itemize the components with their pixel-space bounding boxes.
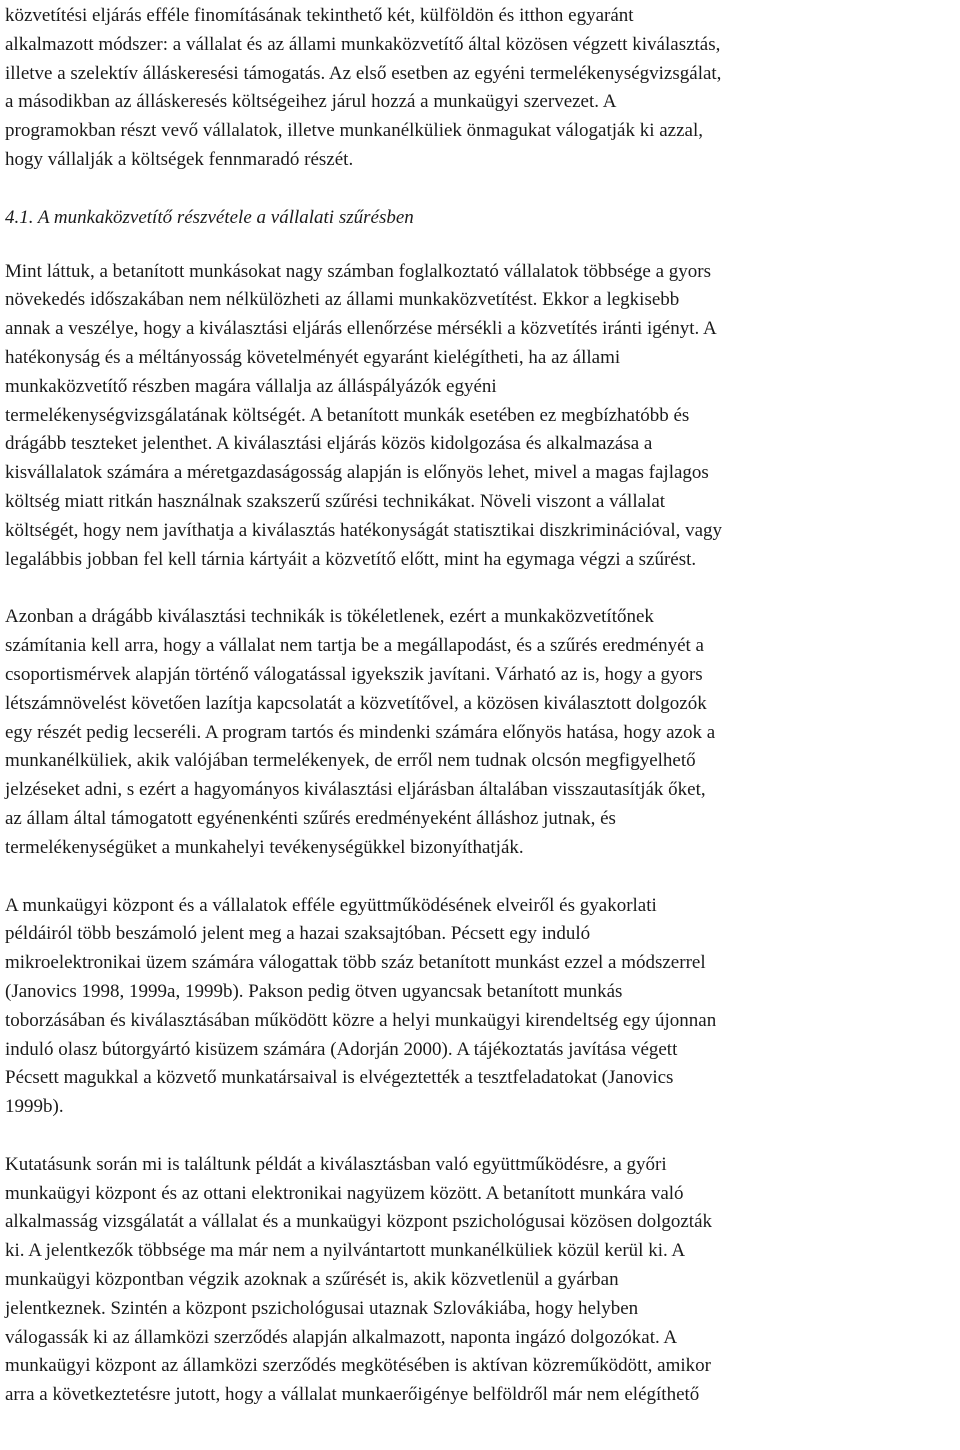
text-line: a másodikban az álláskeresés költségeihez járul hozzá a munkaügyi szervezet. A [5,91,617,113]
paragraph-4 [5,1151,956,1410]
text-line: számítania kell arra, hogy a vállalat nem tartja be a megállapodást, és a szűrés eredményét a [5,635,704,657]
paragraph-spacer [5,574,956,603]
text-line: A munkaügyi központ és a vállalatok efféle együttműködésének elveiről és gyakorlati [5,894,657,916]
text-line: termelékenységüket a munkahelyi tevékenységükkel bizonyíthatják. [5,836,524,858]
text-line: toborzásában és kiválasztásában működött közre a helyi munkaügyi kirendeltség egy újonnan [5,1009,717,1031]
text-line: munkaügyi központ és az ottani elektronikai nagyüzem között. A betanított munkára való [5,1182,684,1204]
text-line: hogy vállalják a költségek fennmaradó részét. [5,148,354,170]
text-line: csoportismérvek alapján történő válogatással igyekszik javítani. Várható az is, hogy a gyors [5,663,703,685]
text-line: drágább teszteket jelenthet. A kiválasztási eljárás közös kidolgozása és alkalmazása a [5,433,653,455]
text-line: egy részét pedig lecseréli. A program tartós és mindenki számára előnyös hatása, hogy azok a [5,721,716,743]
text-line: Kutatásunk során mi is találtunk példát a kiválasztásban való együttműködésre, a győri [5,1153,667,1175]
text-line: Mint láttuk, a betanított munkásokat nagy számban foglalkoztató vállalatok többsége a gyors [5,260,711,282]
section-heading: 4.1. A munkaközvetítő részvétele a vállalati szűrésben [5,206,414,228]
text-line: munkaügyi központ az államközi szerződés megkötésében is aktívan közreműködött, amikor [5,1355,711,1377]
text-line: alkalmasság vizsgálatát a vállalat és a munkaügyi központ pszichológusai közösen dolgozták [5,1211,713,1233]
text-line: programokban részt vevő vállalatok, illetve munkanélküliek önmagukat válogatják ki azzal, [5,120,704,142]
text-line: munkaközvetítő részben magára vállalja az álláspályázók egyéni [5,375,497,397]
paragraph-2 [5,603,956,862]
paragraph-spacer [5,863,956,892]
text-line: hatékonyság és a méltányosság követelményét egyaránt kielégítheti, ha az állami [5,346,621,368]
text-line: annak a veszélye, hogy a kiválasztási eljárás ellenőrzése mérsékli a közvetítés iránti igényt. A [5,318,717,340]
paragraph-1 [5,258,956,575]
text-line: növekedés időszakában nem nélkülözheti az állami munkaközvetítést. Ekkor a legkisebb [5,289,680,311]
paragraph-spacer [5,233,956,258]
text-line: Azonban a drágább kiválasztási technikák is tökéletlenek, ezért a munkaközvetítőnek [5,606,654,628]
text-line: jelentkeznek. Szintén a központ pszichológusai utaznak Szlovákiába, hogy helyben [5,1297,639,1319]
text-line: példáiról több beszámoló jelent meg a hazai szaksajtóban. Pécsett egy induló [5,923,591,945]
text-line: alkalmazott módszer: a vállalat és az állami munkaközvetítő által közösen végzett kiválasztás, [5,33,721,55]
text-line: Pécsett magukkal a közvető munkatársaival is elvégeztették a tesztfeladatokat (Janovics [5,1067,674,1089]
paragraph-3 [5,892,956,1122]
text-line: munkanélküliek, akik valójában termelékenyek, de erről nem tudnak olcsón megfigyelhető [5,750,696,772]
text-line: illetve a szelektív álláskeresési támogatás. Az első esetben az egyéni termelékenységvizsgálat, [5,62,722,84]
intro-paragraph [5,2,956,175]
text-line: létszámnövelést követően lazítja kapcsolatát a közvetítővel, a közösen kiválasztott dolgozók [5,692,707,714]
text-line: ki. A jelentkezők többsége ma már nem a nyilvántartott munkanélküliek közül kerül ki. A [5,1240,686,1262]
paragraph-spacer [5,175,956,204]
text-line: munkaügyi központban végzik azoknak a szűrését is, akik közvetlenül a gyárban [5,1269,619,1291]
text-line: válogassák ki az államközi szerződés alapján alkalmazott, naponta ingázó dolgozókat. A [5,1326,678,1348]
text-line: jelzéseket adni, s ezért a hagyományos kiválasztási eljárásban általában visszautasítják őket, [5,779,706,801]
text-line: mikroelektronikai üzem számára válogattak több száz betanított munkást ezzel a módszerrel [5,952,706,974]
text-line: közvetítési eljárás efféle finomításának tekinthető két, külföldön és itthon egyaránt [5,5,634,26]
text-line: költségét, hogy nem javíthatja a kiválasztás hatékonyságát statisztikai diszkriminációval, vagy [5,519,723,541]
text-line: kisvállalatok számára a méretgazdaságosság alapján is előnyös lehet, mivel a magas fajlagos [5,462,709,484]
text-line: 1999b). [5,1096,64,1118]
text-line: induló olasz bútorgyártó kisüzem számára (Adorján 2000). A tájékoztatás javítása végett [5,1038,678,1060]
text-line: arra a következtetésre jutott, hogy a vállalat munkaerőigénye belföldről már nem elégíthető [5,1384,700,1406]
paragraph-spacer [5,1122,956,1151]
text-line: az állam által támogatott egyénenkénti szűrés eredményeként álláshoz jutnak, és [5,807,616,829]
text-line: (Janovics 1998, 1999a, 1999b). Pakson pedig ötven ugyancsak betanított munkás [5,980,623,1002]
text-line: termelékenységvizsgálatának költségét. A betanított munkák esetében ez megbízhatóbb és [5,404,690,426]
text-line: költség miatt ritkán használnak szakszerű szűrési technikákat. Növeli viszont a vállalat [5,490,666,512]
text-line: legalábbis jobban fel kell tárnia kártyáit a közvetítő előtt, mint ha egymaga végzi a szűrést. [5,548,697,570]
